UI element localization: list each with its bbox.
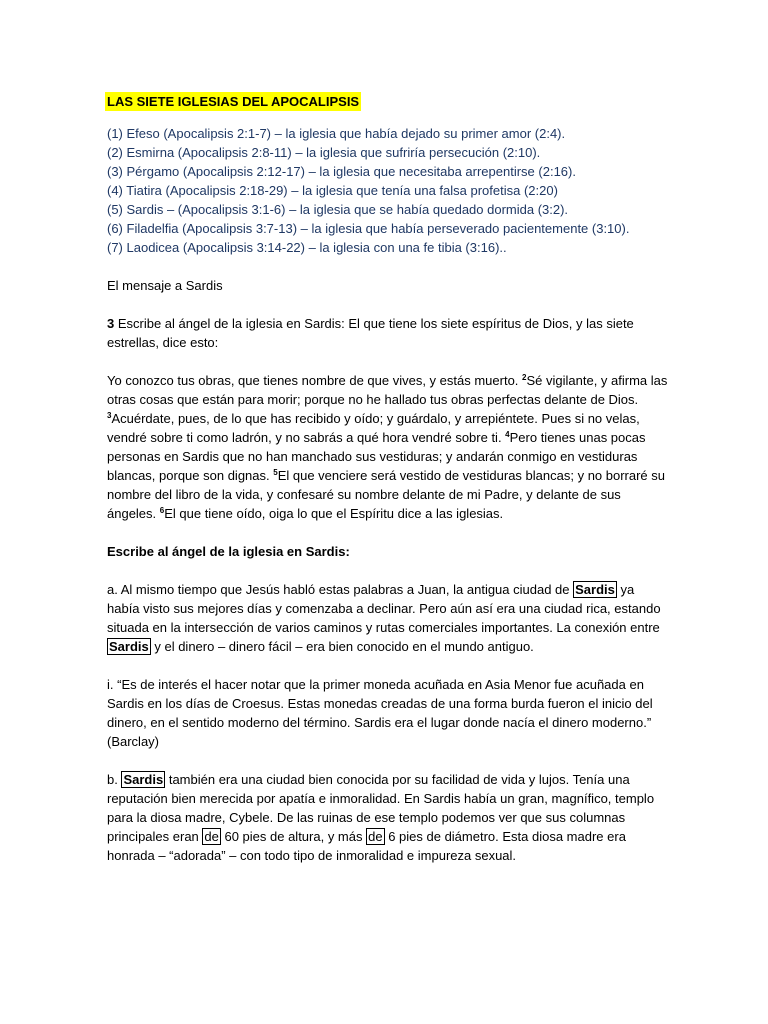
section-heading: Escribe al ángel de la iglesia en Sardis: bbox=[107, 544, 350, 559]
paragraph-text: 6 pies de diámetro. Esta diosa madre era honrada – “adorada” – con todo tipo de inmoralidad e impureza sexual. bbox=[107, 829, 626, 863]
list-item: (2) Esmirna (Apocalipsis 2:8-11) – la iglesia que sufriría persecución (2:10). bbox=[107, 145, 541, 160]
verse-text: El que tiene oído, oiga lo que el Espíritu dice a las iglesias. bbox=[164, 506, 504, 521]
verse-text: El que venciere será vestido de vestiduras blancas; y no borraré su nombre del libro de la vida, y confesaré su nombre delante de mi Padre, y delante de sus ángeles. bbox=[107, 468, 666, 521]
document-body bbox=[107, 92, 669, 884]
paragraph-text: también era una ciudad bien conocida por su facilidad de vida y lujos. Tenía una reputación bien merecida por apatía e inmoralidad. En Sardis había un gran, magnífico, templo para la diosa madre, Cybele. De las ruinas de ese templo podemos ver que sus columnas principales eran bbox=[107, 772, 655, 844]
churches-list bbox=[107, 124, 669, 257]
verse-number: 3 bbox=[107, 411, 112, 420]
verse-text: Escribe al ángel de la iglesia en Sardis: El que tiene los siete espíritus de Dios, y las siete estrellas, dice esto: bbox=[107, 316, 634, 350]
paragraph-text: a. Al mismo tiempo que Jesús habló estas palabras a Juan, la antigua ciudad de bbox=[107, 582, 574, 597]
verse-text: Yo conozco tus obras, que tienes nombre de que vives, y estás muerto. bbox=[107, 373, 523, 388]
verse-number: 6 bbox=[159, 506, 165, 515]
list-item: (6) Filadelfia (Apocalipsis 3:7-13) – la iglesia que había perseverado pacientemente (3:10). bbox=[107, 221, 630, 236]
verse-number: 2 bbox=[522, 373, 527, 382]
highlighted-word: de bbox=[368, 829, 383, 844]
highlighted-word: de bbox=[204, 829, 219, 844]
list-item: (4) Tiatira (Apocalipsis 2:18-29) – la iglesia que tenía una falsa profetisa (2:20) bbox=[107, 183, 558, 198]
verses-paragraph bbox=[107, 371, 669, 523]
paragraph-text: y el dinero – dinero fácil – era bien conocido en el mundo antiguo. bbox=[150, 639, 534, 654]
verse-number: 5 bbox=[273, 468, 278, 477]
list-item: (1) Efeso (Apocalipsis 2:1-7) – la iglesia que había dejado su primer amor (2:4). bbox=[107, 126, 566, 141]
list-item: (5) Sardis – (Apocalipsis 3:1-6) – la iglesia que se había quedado dormida (3:2). bbox=[107, 202, 569, 217]
paragraph-text: b. bbox=[107, 772, 122, 787]
paragraph-i: i. “Es de interés el hacer notar que la primer moneda acuñada en Asia Menor fue acuñada en Sardis en los días de Croesus. Estas monedas creadas de una forma burda fueron el inicio del dinero, en el sentido moderno del término. Sardis era el lugar donde nacía el dinero moderno.” (Barclay) bbox=[107, 677, 653, 749]
paragraph-a bbox=[107, 580, 669, 656]
list-item: (7) Laodicea (Apocalipsis 3:14-22) – la iglesia con una fe tibia (3:16).. bbox=[107, 240, 507, 255]
verse-3-paragraph bbox=[107, 314, 669, 352]
paragraph-text: 60 pies de altura, y más bbox=[220, 829, 367, 844]
document-title: LAS SIETE IGLESIAS DEL APOCALIPSIS bbox=[107, 94, 360, 109]
verse-number: 3 bbox=[107, 316, 115, 331]
verse-text: Acuérdate, pues, de lo que has recibido y oído; y guárdalo, y arrepiéntete. Pues si no velas, vendré sobre ti como ladrón, y no sabrás a qué hora vendré sobre ti. bbox=[107, 411, 640, 445]
highlighted-word: Sardis bbox=[575, 582, 615, 597]
highlighted-word: Sardis bbox=[109, 639, 149, 654]
verse-text: Pero tienes unas pocas personas en Sardis que no han manchado sus vestiduras; y andarán conmigo en vestiduras blancas, porque son dignas. bbox=[107, 430, 646, 483]
paragraph-b bbox=[107, 770, 669, 865]
highlighted-word: Sardis bbox=[123, 772, 164, 787]
paragraph-text: ya había visto sus mejores días y comenzaba a declinar. Pero aún así era una ciudad rica, estando situada en la intersección de varios caminos y rutas comerciales importantes. La conexión entre bbox=[107, 582, 661, 635]
list-item: (3) Pérgamo (Apocalipsis 2:12-17) – la iglesia que necesitaba arrepentirse (2:16). bbox=[107, 164, 576, 179]
message-heading: El mensaje a Sardis bbox=[107, 278, 223, 293]
verse-number: 4 bbox=[505, 430, 510, 439]
verse-text: Sé vigilante, y afirma las otras cosas que están para morir; porque no he hallado tus obras perfectas delante de Dios. bbox=[107, 373, 668, 407]
